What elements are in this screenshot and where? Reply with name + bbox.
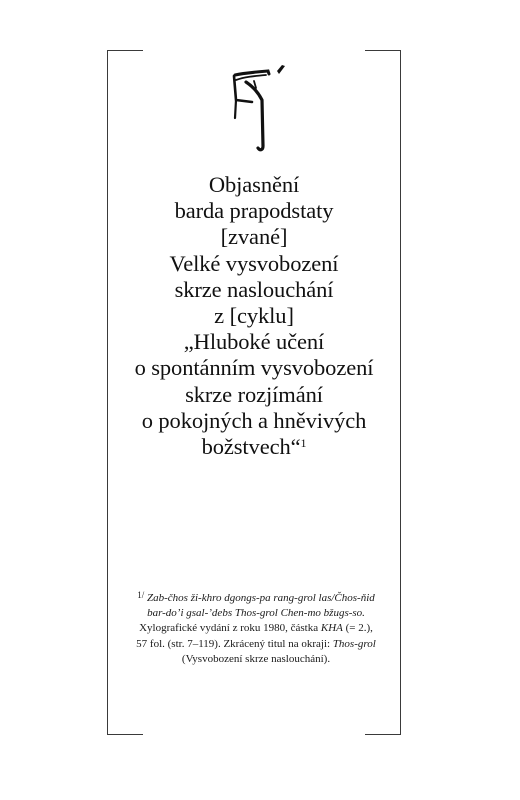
footnote-line: [112, 591, 400, 606]
title-line-text: božstvech“: [201, 434, 301, 460]
frame-right-rule: [400, 50, 401, 735]
footnote-folio-text: 57 fol. (str. 7–119). Zkrácený titul na okraji:: [136, 637, 333, 650]
footnote-marker: 1/: [137, 590, 145, 600]
footnote: [112, 591, 400, 667]
title-block: [108, 172, 400, 460]
footnote-volume-note: (= 2.),: [342, 622, 373, 635]
footnote-edition-text: Xylografické vydání z roku 1980, částka: [139, 622, 321, 635]
title-line: „Hluboké učení: [183, 329, 325, 355]
footnote-reference: 1: [300, 436, 307, 451]
frame-right-top-tick: [365, 50, 401, 51]
tibetan-letter-kha-icon: [222, 62, 292, 154]
footnote-tibetan-title: Zab-čhos ži-khro dgongs-pa rang-grol las/Čhos-ňid: [147, 592, 375, 604]
footnote-line: [112, 637, 400, 652]
frame-left-bottom-tick: [107, 734, 143, 735]
title-line: Objasnění: [208, 172, 300, 197]
frame-left-top-tick: [107, 50, 143, 51]
title-line: barda prapodstaty: [174, 198, 334, 224]
title-line: z [cyklu]: [214, 303, 294, 329]
footnote-volume: KHA: [320, 622, 343, 635]
title-line: Velké vysvobození: [169, 250, 339, 276]
frame-right-bottom-tick: [365, 734, 401, 735]
footnote-line: [112, 621, 400, 636]
title-line: [zvané]: [220, 224, 288, 250]
title-line: o spontánním vysvobození: [134, 355, 374, 381]
title-line: o pokojných a hněvivých: [141, 407, 367, 433]
footnote-translation: (Vysvobození skrze naslouchání).: [181, 652, 331, 665]
title-line: skrze rozjímání: [185, 381, 323, 407]
title-line: skrze naslouchání: [174, 276, 334, 302]
footnote-short-title: Thos-grol: [332, 637, 376, 650]
footnote-tibetan-title-cont: bar-do’i gsal-’debs Thos-grol Chen-mo bžugs-so.: [147, 607, 365, 620]
title-last-line: [108, 434, 400, 460]
